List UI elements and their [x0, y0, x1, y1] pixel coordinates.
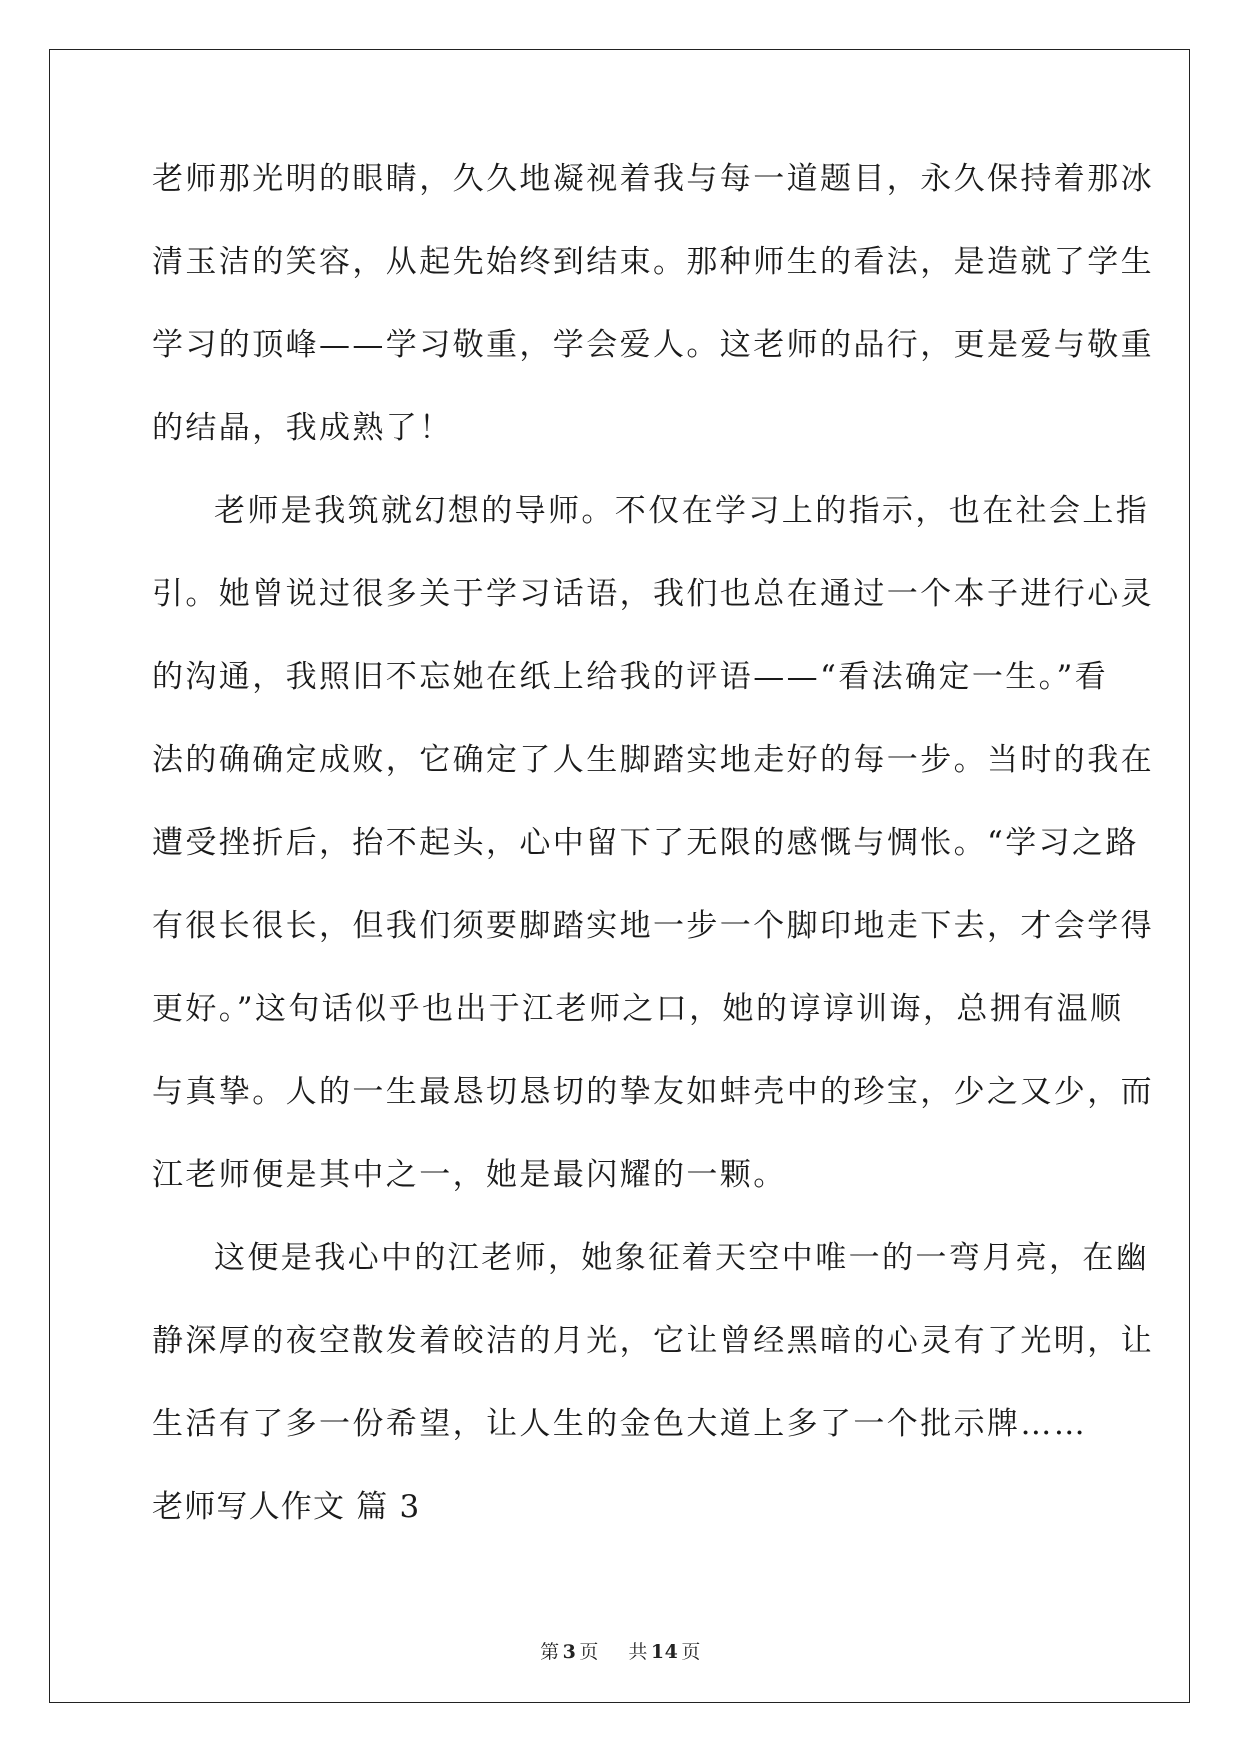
- text-line: 老师那光明的眼睛，久久地凝视着我与每一道题目，永久保持着那冰: [152, 161, 1154, 197]
- text-line: 有很长很长，但我们须要脚踏实地一步一个脚印地走下去，才会学得: [152, 908, 1154, 944]
- text-line: 静深厚的夜空散发着皎洁的月光，它让曾经黑暗的心灵有了光明，让: [152, 1323, 1154, 1359]
- paragraph-first-line: 这便是我心中的江老师，她象征着天空中唯一的一弯月亮，在幽: [214, 1240, 1150, 1276]
- text-line: 与真挚。人的一生最恳切恳切的挚友如蚌壳中的珍宝，少之又少，而: [152, 1074, 1154, 1110]
- text-line: 法的确确定成败，它确定了人生脚踏实地走好的每一步。当时的我在: [152, 742, 1154, 778]
- text-line: 江老师便是其中之一，她是最闪耀的一颗。: [152, 1157, 787, 1193]
- total-indicator: [625, 1641, 703, 1663]
- page-prefix: 第: [540, 1641, 560, 1663]
- total-suffix: 页: [681, 1641, 701, 1663]
- page-indicator: [537, 1641, 602, 1663]
- document-body: [152, 155, 1154, 1566]
- text-line: 的结晶，我成熟了！: [152, 410, 453, 446]
- text-line: 更好。”这句话似乎也出于江老师之口，她的谆谆训诲，总拥有温顺: [152, 991, 1124, 1027]
- page-footer: [0, 1637, 1241, 1664]
- total-pages: 14: [650, 1641, 679, 1663]
- text-line: 的沟通，我照旧不忘她在纸上给我的评语——“看法确定一生。”看: [152, 659, 1109, 695]
- paragraph-first-line: 老师是我筑就幻想的导师。不仅在学习上的指示，也在社会上指: [214, 493, 1150, 529]
- text-line: 遭受挫折后，抬不起头，心中留下了无限的感慨与惆怅。“学习之路: [152, 825, 1139, 861]
- section-heading: 老师写人作文 篇 3: [152, 1489, 421, 1525]
- text-line: 清玉洁的笑容，从起先始终到结束。那种师生的看法，是造就了学生: [152, 244, 1154, 280]
- text-line: 生活有了多一份希望，让人生的金色大道上多了一个批示牌……: [152, 1406, 1088, 1442]
- page-number: 3: [562, 1641, 577, 1663]
- page-suffix: 页: [579, 1641, 599, 1663]
- text-line: 学习的顶峰——学习敬重，学会爱人。这老师的品行，更是爱与敬重: [152, 327, 1154, 363]
- total-prefix: 共: [628, 1641, 648, 1663]
- text-line: 引。她曾说过很多关于学习话语，我们也总在通过一个本子进行心灵: [152, 576, 1154, 612]
